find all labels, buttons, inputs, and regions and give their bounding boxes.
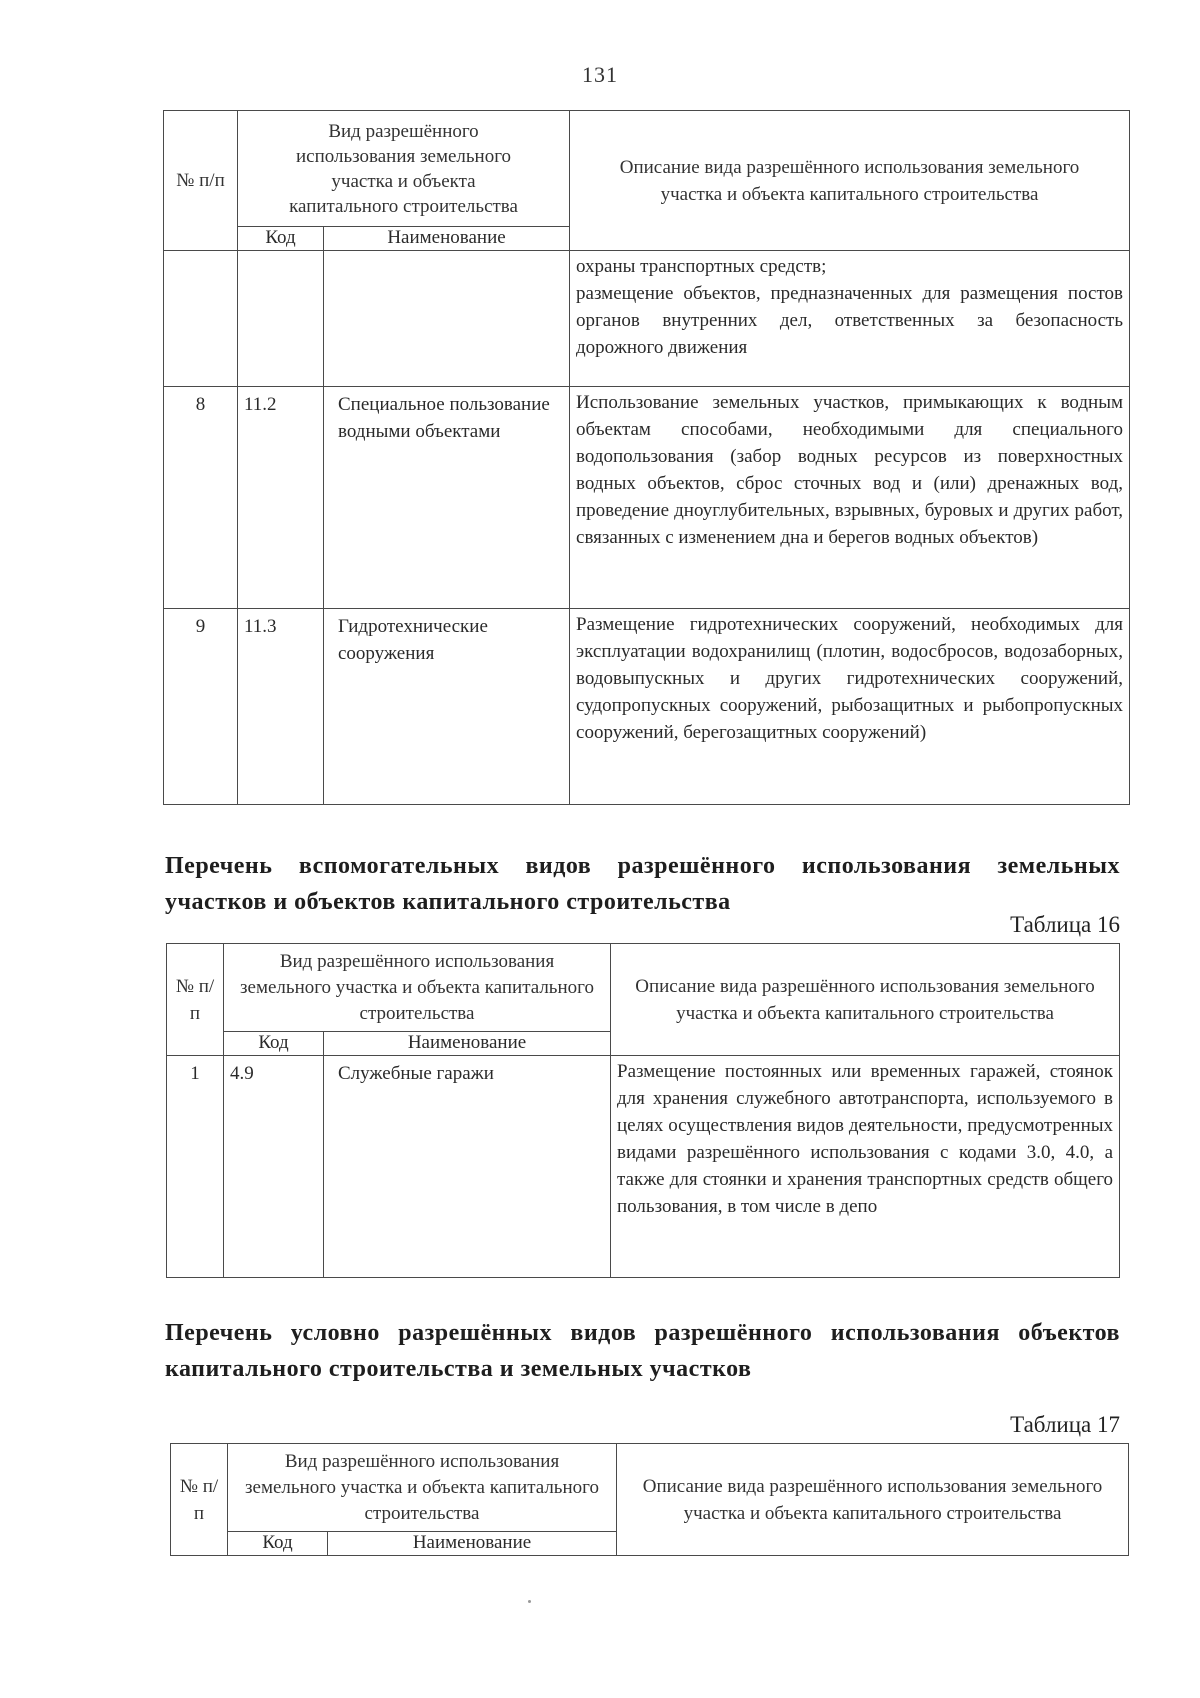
page-number: 131 bbox=[582, 62, 618, 87]
row-num bbox=[164, 251, 238, 387]
header-num: № п/п bbox=[164, 111, 238, 251]
table-row bbox=[164, 609, 1130, 805]
table-continuation bbox=[163, 110, 1130, 805]
table-17-caption: Таблица 17 bbox=[1010, 1412, 1120, 1437]
row-num: 1 bbox=[167, 1056, 224, 1278]
row-code: 11.2 bbox=[238, 387, 324, 609]
header-description: Описание вида разрешённого использования земельного участка и объекта капитального строительства bbox=[570, 111, 1130, 251]
row-name bbox=[324, 251, 570, 387]
row-name: Специальное пользование водными объектами bbox=[324, 387, 570, 609]
header-num: № п/п bbox=[171, 1444, 228, 1556]
row-num: 8 bbox=[164, 387, 238, 609]
row-description: охраны транспортных средств; размещение объектов, предназначенных для размещения постов органов внутренних дел, ответственных за безопасность дорожного движения bbox=[570, 251, 1130, 387]
header-code: Код bbox=[224, 1032, 324, 1056]
scan-speck bbox=[528, 1600, 531, 1603]
table-17 bbox=[170, 1443, 1129, 1556]
table-row bbox=[167, 1056, 1120, 1278]
row-code: 11.3 bbox=[238, 609, 324, 805]
header-vid-title: Вид разрешённого использования земельного участка и объекта капитального строительства bbox=[224, 944, 611, 1032]
header-name: Наименование bbox=[324, 1032, 611, 1056]
header-code: Код bbox=[228, 1532, 328, 1556]
header-code: Код bbox=[238, 227, 324, 251]
header-description: Описание вида разрешённого использования земельного участка и объекта капитального строительства bbox=[617, 1444, 1129, 1556]
row-code bbox=[238, 251, 324, 387]
row-num: 9 bbox=[164, 609, 238, 805]
row-description: Размещение постоянных или временных гаражей, стоянок для хранения служебного автотранспорта, используемого в целях осуществления видов деятельности, предусмотренных видами разрешённого использования с кодами 3.0, 4.0, а также для стоянки и хранения транспортных средств общего пользования, в том числе в депо bbox=[611, 1056, 1120, 1278]
table-row bbox=[164, 251, 1130, 387]
row-description: Использование земельных участков, примыкающих к водным объектам способами, необходимыми для специального водопользования (забор водных ресурсов из поверхностных водных объектов, сброс сточных вод и (или) дренажных вод, проведение дноуглубительных, взрывных, буровых и других работ, связанных с изменением дна и берегов водных объектов) bbox=[570, 387, 1130, 609]
header-vid-title: Вид разрешённого использования земельного участка и объекта капитального строительства bbox=[238, 111, 570, 227]
row-description: Размещение гидротехнических сооружений, необходимых для эксплуатации водохранилищ (плотин, водосбросов, водозаборных, водовыпускных и других гидротехнических сооружений, судопропускных сооружений, рыбозащитных и рыбопропускных сооружений, берегозащитных сооружений) bbox=[570, 609, 1130, 805]
header-name: Наименование bbox=[328, 1532, 617, 1556]
section-17-title: Перечень условно разрешённых видов разрешённого использования объектов капитального строительства и земельных участков bbox=[165, 1320, 1120, 1382]
header-description: Описание вида разрешённого использования земельного участка и объекта капитального строительства bbox=[611, 944, 1120, 1056]
section-16-title: Перечень вспомогательных видов разрешённого использования земельных участков и объектов капитального строительства bbox=[165, 853, 1120, 915]
row-name: Служебные гаражи bbox=[324, 1056, 611, 1278]
table-16-caption: Таблица 16 bbox=[1010, 912, 1120, 937]
table-16 bbox=[166, 943, 1120, 1278]
row-code: 4.9 bbox=[224, 1056, 324, 1278]
row-name: Гидротехнические сооружения bbox=[324, 609, 570, 805]
table-row bbox=[164, 387, 1130, 609]
header-vid-title: Вид разрешённого использования земельного участка и объекта капитального строительства bbox=[228, 1444, 617, 1532]
header-num: № п/п bbox=[167, 944, 224, 1056]
header-name: Наименование bbox=[324, 227, 570, 251]
